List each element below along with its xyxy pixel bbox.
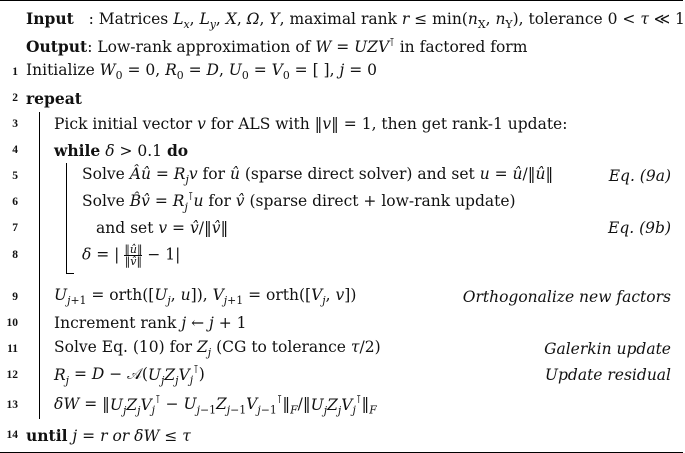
line-number: 12: [6, 369, 18, 381]
algo-line-10: [0, 310, 685, 336]
algo-line-8: [0, 242, 685, 268]
line-number: 6: [12, 196, 18, 208]
output-line: [0, 33, 685, 59]
line-text: and set v = v̂/‖v̂‖: [96, 219, 229, 237]
algo-line-6: [0, 189, 685, 215]
input-line: [0, 7, 685, 33]
line-number: 10: [6, 317, 18, 329]
algo-line-2: [0, 85, 685, 111]
line-text: $\delta W = ‖U_jZ_jV_j^⊺$ − $U_{j-1}Z_{j-1}V_{j-1}^⊺‖_F/‖U_jZ_jV_j^⊺‖_F$: [54, 393, 377, 417]
while-block-rule: [66, 163, 67, 273]
algo-line-14: [0, 422, 685, 448]
while-block-end: [66, 273, 74, 274]
line-text: until j = r or δW ≤ τ: [26, 425, 191, 445]
output-text: : Low-rank approximation of W = UZV⊺ in factored form: [87, 35, 528, 57]
line-number: 5: [12, 170, 18, 182]
line-number: 4: [12, 144, 18, 156]
algo-line-5: [0, 163, 685, 189]
line-text: $R_j = D$ − $𝒜(U_jZ_jV_j^⊺)$: [54, 363, 205, 387]
algo-line-3: [0, 111, 685, 137]
line-text: Increment rank j ← j + 1: [54, 314, 247, 332]
line-number: 14: [6, 429, 18, 441]
line-number: 3: [12, 118, 18, 130]
algo-line-1: [0, 59, 685, 85]
comment: Orthogonalize new factors: [462, 288, 671, 306]
equation-reference: Eq. (9a): [608, 167, 671, 185]
algo-line-13: [0, 392, 685, 418]
algo-line-7: [0, 215, 685, 241]
line-number: 8: [12, 249, 18, 261]
output-label: Output: [26, 37, 88, 57]
input-label: Input: [26, 8, 74, 28]
algo-line-9: [0, 284, 685, 310]
line-number: 2: [12, 92, 18, 104]
line-text: Initialize $W_0 = 0$, $R_0 = D$, $U_0 = V_0$ = [ ], j = 0: [26, 61, 377, 83]
repeat-block-rule: [39, 112, 40, 419]
equation-reference: Eq. (9b): [608, 219, 671, 237]
line-text: repeat: [26, 88, 82, 108]
line-number: 1: [12, 66, 18, 78]
line-number: 9: [12, 291, 18, 303]
line-text: Solve Eq. (10) for $Z_j$ (CG to tolerance τ/2): [54, 338, 381, 360]
line-text: $U_{j+1}$ = $orth([U_j$, u]), $V_{j+1}$ = $orth([V_j$, v]): [54, 286, 357, 308]
algo-line-11: [0, 336, 685, 362]
algo-line-12: [0, 362, 685, 388]
line-text: Solve B̂v̂ = $R_j^⊺u$ for v̂ (sparse direct + low-rank update): [82, 190, 516, 214]
line-number: 13: [6, 399, 18, 411]
comment: Update residual: [544, 366, 671, 384]
line-text: Solve Âû = $R_jv$ for û (sparse direct solver) and set u = û/‖û‖: [82, 165, 554, 187]
comment: Galerkin update: [544, 340, 671, 358]
input-text: : Matrices $L_x$, $L_y$, X, Ω, Y, maximal rank $r \le \min(n_X$, $n_Y$), tolerance 0 < τ ≪ 1: [78, 9, 685, 32]
line-number: 11: [7, 343, 18, 355]
line-text: while δ > 0.1 do: [54, 140, 189, 160]
line-text: Pick initial vector v for ALS with ‖v‖ = 1, then get rank-1 update:: [54, 115, 568, 133]
algo-line-4: [0, 137, 685, 163]
line-number: 7: [12, 222, 18, 234]
line-text: δ = | $\frac{‖û‖}{‖v̂‖}$ − 1|: [82, 242, 181, 268]
